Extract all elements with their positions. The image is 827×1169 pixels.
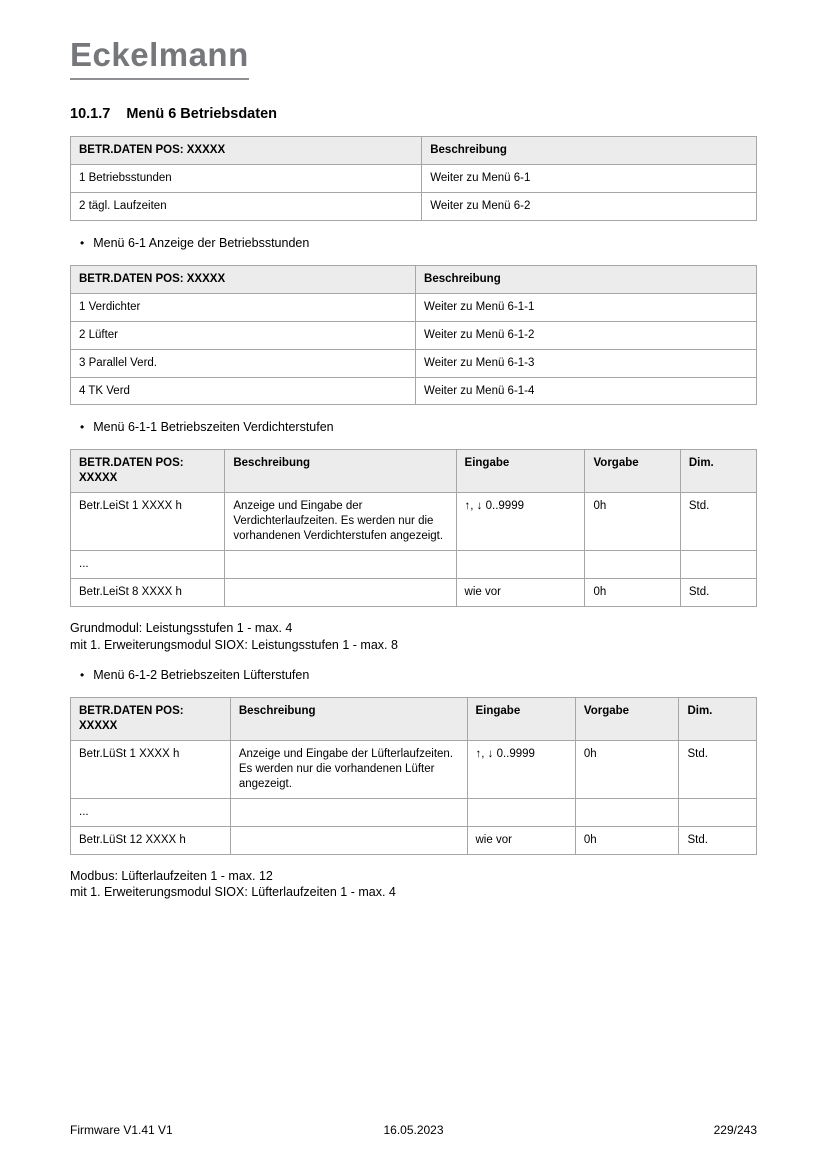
page-footer <box>70 1123 757 1137</box>
table-header-row <box>71 137 757 165</box>
table-header-cell: Dim. <box>680 450 756 493</box>
table-cell <box>679 798 757 826</box>
table-cell <box>575 798 679 826</box>
note-leistungsstufen <box>70 620 757 654</box>
table-header-cell: Beschreibung <box>422 137 757 165</box>
table-cell <box>225 550 456 578</box>
table-header-cell: Beschreibung <box>416 265 757 293</box>
table-cell: Std. <box>679 826 757 854</box>
table-header-cell: Beschreibung <box>225 450 456 493</box>
menu6-1-1-table <box>70 449 757 607</box>
table-row <box>71 550 757 578</box>
section-heading <box>70 106 757 123</box>
table-cell: ↑, ↓ 0..9999 <box>467 740 575 798</box>
table-row <box>71 349 757 377</box>
bullet-icon: • <box>80 236 85 251</box>
menu6-1-table <box>70 265 757 406</box>
table-cell <box>230 798 467 826</box>
table-header-row <box>71 450 757 493</box>
table-cell: Weiter zu Menü 6-1-4 <box>416 377 757 405</box>
note-line: Grundmodul: Leistungsstufen 1 - max. 4 <box>70 620 293 635</box>
footer-page-number: 229/243 <box>713 1123 757 1137</box>
table-cell: ↑, ↓ 0..9999 <box>456 492 585 550</box>
table-row <box>71 798 757 826</box>
table-cell: 2 tägl. Laufzeiten <box>71 193 422 221</box>
table-header-cell: Eingabe <box>456 450 585 493</box>
table-cell <box>467 798 575 826</box>
table-cell: Betr.LeiSt 1 XXXX h <box>71 492 225 550</box>
table-cell <box>585 550 680 578</box>
table-header-cell: BETR.DATEN POS: XXXXX <box>71 450 225 493</box>
table-header-cell: BETR.DATEN POS: XXXXX <box>71 697 231 740</box>
table-cell: 4 TK Verd <box>71 377 416 405</box>
bullet-item-menu-6-1 <box>80 235 757 252</box>
table-cell: Weiter zu Menü 6-1-1 <box>416 293 757 321</box>
note-luefterlaufzeiten <box>70 868 757 902</box>
table-cell: 2 Lüfter <box>71 321 416 349</box>
company-logo: Eckelmann <box>70 38 249 80</box>
table-cell: wie vor <box>456 578 585 606</box>
table-cell: Betr.LeiSt 8 XXXX h <box>71 578 225 606</box>
table-header-row <box>71 697 757 740</box>
section-title: Menü 6 Betriebsdaten <box>126 106 277 122</box>
table-header-row <box>71 265 757 293</box>
table-cell: Std. <box>679 740 757 798</box>
table-row <box>71 321 757 349</box>
menu6-1-2-table <box>70 697 757 855</box>
table-cell <box>225 578 456 606</box>
bullet-icon: • <box>80 420 85 435</box>
table-cell: Betr.LüSt 1 XXXX h <box>71 740 231 798</box>
footer-firmware-version: Firmware V1.41 V1 <box>70 1123 173 1137</box>
table-header-cell: Eingabe <box>467 697 575 740</box>
table-row <box>71 578 757 606</box>
table-cell: 0h <box>585 578 680 606</box>
table-cell: ... <box>71 798 231 826</box>
table-row <box>71 740 757 798</box>
table-cell: Std. <box>680 492 756 550</box>
table-cell: Anzeige und Eingabe der Verdichterlaufzeiten. Es werden nur die vorhandenen Verdichterstufen angezeigt. <box>225 492 456 550</box>
table-header-cell: Dim. <box>679 697 757 740</box>
table-header-cell: Vorgabe <box>585 450 680 493</box>
table-header-cell: BETR.DATEN POS: XXXXX <box>71 265 416 293</box>
table-cell <box>456 550 585 578</box>
table-row <box>71 377 757 405</box>
table-header-cell: Vorgabe <box>575 697 679 740</box>
table-header-cell: Beschreibung <box>230 697 467 740</box>
table-cell: Std. <box>680 578 756 606</box>
table-cell: wie vor <box>467 826 575 854</box>
table-cell: Anzeige und Eingabe der Lüfterlaufzeiten. Es werden nur die vorhandenen Lüfter angezeigt. <box>230 740 467 798</box>
table-cell: Weiter zu Menü 6-1-2 <box>416 321 757 349</box>
bullet-icon: • <box>80 668 85 683</box>
bullet-label: Menü 6-1-1 Betriebszeiten Verdichterstufen <box>93 420 334 435</box>
table-cell: 1 Betriebsstunden <box>71 165 422 193</box>
table-cell: Betr.LüSt 12 XXXX h <box>71 826 231 854</box>
table-cell: 0h <box>585 492 680 550</box>
table-cell: Weiter zu Menü 6-2 <box>422 193 757 221</box>
note-line: mit 1. Erweiterungsmodul SIOX: Lüfterlaufzeiten 1 - max. 4 <box>70 885 396 900</box>
table-row <box>71 193 757 221</box>
table-cell <box>230 826 467 854</box>
menu6-table <box>70 136 757 221</box>
table-cell: 0h <box>575 740 679 798</box>
table-cell: Weiter zu Menü 6-1 <box>422 165 757 193</box>
bullet-item-menu-6-1-1 <box>80 419 757 436</box>
table-cell: Weiter zu Menü 6-1-3 <box>416 349 757 377</box>
table-cell: 3 Parallel Verd. <box>71 349 416 377</box>
note-line: mit 1. Erweiterungsmodul SIOX: Leistungsstufen 1 - max. 8 <box>70 637 398 652</box>
table-row <box>71 826 757 854</box>
table-row <box>71 165 757 193</box>
bullet-label: Menü 6-1-2 Betriebszeiten Lüfterstufen <box>93 668 310 683</box>
bullet-label: Menü 6-1 Anzeige der Betriebsstunden <box>93 236 310 251</box>
table-row <box>71 492 757 550</box>
table-cell: ... <box>71 550 225 578</box>
table-cell <box>680 550 756 578</box>
table-cell: 0h <box>575 826 679 854</box>
footer-date: 16.05.2023 <box>383 1123 444 1137</box>
section-number: 10.1.7 <box>70 106 111 122</box>
table-header-cell: BETR.DATEN POS: XXXXX <box>71 137 422 165</box>
table-row <box>71 293 757 321</box>
bullet-item-menu-6-1-2 <box>80 667 757 684</box>
note-line: Modbus: Lüfterlaufzeiten 1 - max. 12 <box>70 868 273 883</box>
page-content <box>70 106 757 901</box>
table-cell: 1 Verdichter <box>71 293 416 321</box>
